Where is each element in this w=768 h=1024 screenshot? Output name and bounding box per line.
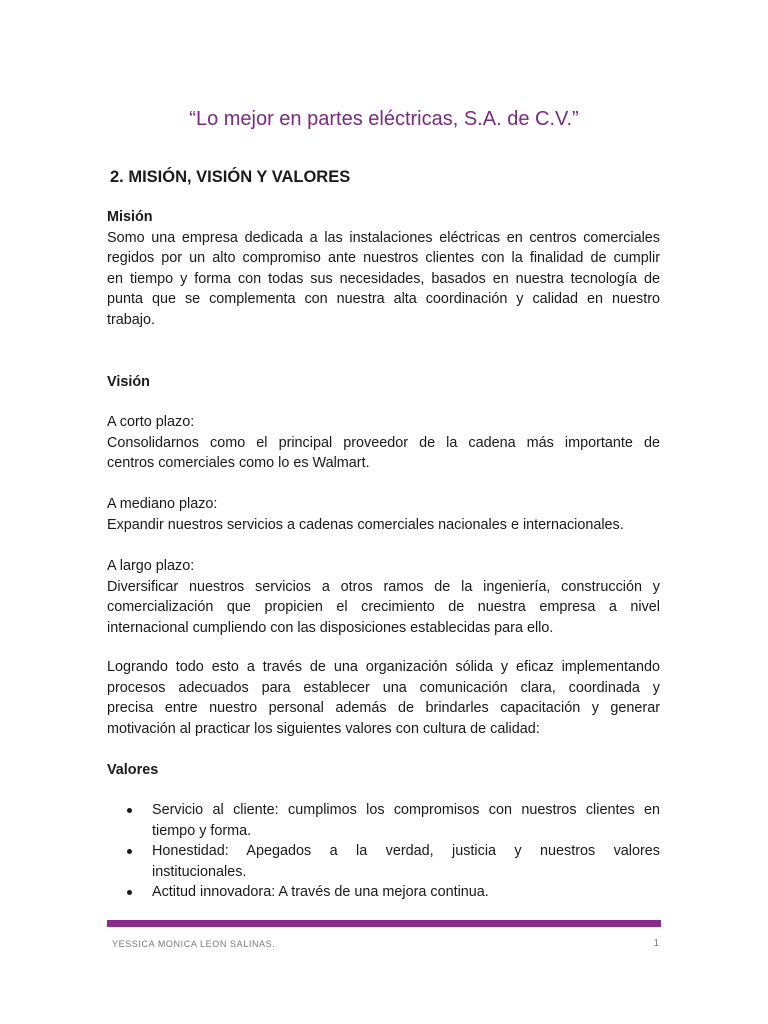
vision-logrando-line: motivación al practicar los siguientes valores con cultura de calidad: — [107, 720, 540, 737]
valores-list — [107, 800, 660, 903]
footer-rule — [107, 920, 661, 927]
vision-logrando-section — [107, 657, 660, 739]
bullet-icon — [127, 890, 132, 895]
valores-list-item — [107, 882, 660, 903]
vision-logrando-line: precisa entre nuestro personal además de brindarles capacitación y generar — [107, 700, 660, 716]
mision-line: Somo una empresa dedicada a las instalaciones eléctricas en centros comerciales — [107, 229, 660, 246]
vision-corto-line: Consolidarnos como el principal proveedor de la cadena más importante de — [107, 434, 660, 451]
mision-heading: Misión — [107, 209, 153, 225]
footer-author: YESSICA MONICA LEON SALINAS. — [112, 939, 276, 949]
document-title: “Lo mejor en partes eléctricas, S.A. de C.V.” — [189, 108, 579, 130]
vision-largo-label: A largo plazo: — [107, 558, 195, 574]
vision-heading: Visión — [107, 374, 150, 390]
vision-mediano-label: A mediano plazo: — [107, 496, 218, 512]
vision-corto-section — [107, 412, 660, 474]
vision-largo-line: internacional cumpliendo con las disposiciones establecidas para ello. — [107, 619, 554, 636]
footer-page-number: 1 — [653, 938, 659, 949]
valores-item-line: tiempo y forma. — [152, 822, 252, 839]
mision-line: punta que se complementa con nuestra alta coordinación y calidad en nuestro — [107, 291, 660, 307]
valores-heading: Valores — [107, 762, 159, 778]
bullet-icon — [127, 808, 132, 813]
vision-logrando-line: procesos adecuados para establecer una comunicación clara, coordinada y — [107, 679, 660, 696]
vision-largo-line: comercialización que propicien el crecimiento de nuestra empresa a nivel — [107, 599, 660, 615]
valores-list-item — [107, 841, 660, 882]
section-heading: 2. MISIÓN, VISIÓN Y VALORES — [110, 168, 351, 186]
valores-heading-block — [107, 760, 660, 781]
valores-item-line: Servicio al cliente: cumplimos los compromisos con nuestros clientes en — [152, 802, 660, 818]
vision-mediano-section — [107, 494, 660, 535]
mision-line: en tiempo y forma con todas sus necesidades, basados en nuestra tecnología de — [107, 270, 660, 287]
vision-mediano-text: Expandir nuestros servicios a cadenas comerciales nacionales e internacionales. — [107, 516, 624, 533]
valores-item-line: Honestidad: Apegados a la verdad, justicia y nuestros valores — [152, 843, 660, 859]
vision-largo-line: Diversificar nuestros servicios a otros ramos de la ingeniería, construcción y — [107, 578, 660, 595]
vision-corto-line: centros comerciales como lo es Walmart. — [107, 455, 370, 471]
valores-list-item — [107, 800, 660, 841]
vision-logrando-line: Logrando todo esto a través de una organización sólida y eficaz implementando — [107, 659, 660, 675]
valores-item-line: Actitud innovadora: A través de una mejora continua. — [152, 884, 489, 900]
mision-section — [107, 207, 660, 330]
bullet-icon — [127, 849, 132, 854]
valores-item-line: institucionales. — [152, 863, 247, 880]
mision-line: trabajo. — [107, 311, 155, 328]
vision-corto-label: A corto plazo: — [107, 414, 195, 430]
mision-line: regidos por un alto compromiso ante nuestros clientes con la finalidad de cumplir — [107, 250, 660, 266]
vision-largo-section — [107, 556, 660, 638]
vision-heading-block — [107, 372, 660, 393]
